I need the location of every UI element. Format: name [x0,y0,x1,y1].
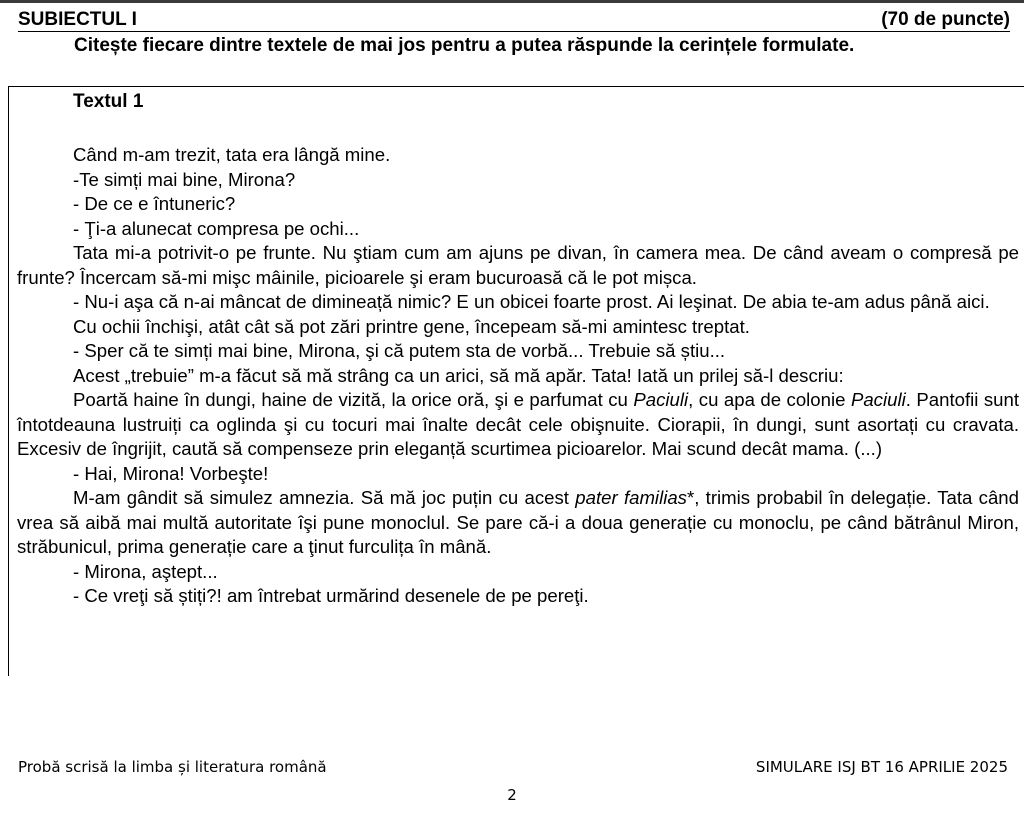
paragraph: Cu ochii închişi, atât cât să pot zări printre gene, începeam să-mi amintesc treptat. [73,315,750,337]
paragraph: Tata mi-a potrivit-o pe frunte. Nu ştiam cum am ajuns pe divan, în camera mea. De când aveam o compresă pe frunte? Încercam să-mi mişc mâinile, picioarele şi eram bucuroasă că le pot mișca. [17,242,1019,288]
paragraph: - Ţi-a alunecat compresa pe ochi... [73,217,360,239]
footer-exam-name: Probă scrisă la limba și literatura română [18,758,327,776]
paragraph: -Te simți mai bine, Mirona? [73,168,296,190]
text-run: , cu apa de colonie [688,389,851,410]
top-rule [0,0,1024,3]
text-run: . Pantofii sunt întotdeauna lustruiți ca oglinda şi cu tocuri mai înalte decât cele obişnuite. Ciorapii, în dungi, sunt asortați cu cravata. Excesiv de îngrijit, caută să compenseze prin eleganță scurtimea picioarelor. Mai scund decât mama. (...) [17,389,1019,459]
italic-run: Paciuli [850,389,906,410]
paragraph: - Hai, Mirona! Vorbeşte! [73,462,269,484]
text-body [17,143,1019,609]
text-title: Textul 1 [73,91,144,112]
text-run: M-am gândit să simulez amnezia. Să mă joc puțin cu acest [73,487,576,508]
subject-header [18,9,1010,32]
paragraph: - De ce e întuneric? [73,193,236,214]
italic-run: Paciuli [633,389,689,410]
footer-session: SIMULARE ISJ BT 16 APRILIE 2025 [755,758,1008,776]
paragraph: - Mirona, aştept... [73,560,218,582]
subject-title: SUBIECTUL I [18,9,137,30]
subject-points: (70 de puncte) [881,9,1010,30]
paragraph: - Ce vreţi să știți?! am întrebat urmărind desenele de pe pereţi. [73,585,589,606]
paragraph-description [17,388,1019,462]
text-run: *, trimis probabil în delegație. Tata când vrea să aibă mai multă autoritate îşi pune monoclul. Se pare că-i a doua generație cu monoclu, pe când bătrânul Miron, străbunicul, prima generație care a ţinut furculița în mână. [17,487,1019,557]
italic-run: pater familias [575,487,687,508]
paragraph: - Nu-i aşa că n-ai mâncat de dimineață nimic? E un obicei foarte prost. Ai leşinat. De abia te-am adus până aici. [73,291,990,312]
text-run: Poartă haine în dungi, haine de vizită, la orice oră, şi e parfumat cu [73,389,634,410]
paragraph: - Sper că te simți mai bine, Mirona, şi că putem sta de vorbă... Trebuie să știu... [73,340,726,361]
paragraph: Când m-am trezit, tata era lângă mine. [73,144,391,165]
instructions: Citește fiecare dintre textele de mai jos pentru a putea răspunde la cerințele formulate. [74,35,855,56]
paragraph-amnesia [17,486,1019,560]
paragraph: Acest „trebuie” m-a făcut să mă strâng ca un arici, să mă apăr. Tata! Iată un prilej să-l descriu: [73,364,844,386]
page-number: 2 [507,786,517,804]
text-box [8,86,1024,676]
